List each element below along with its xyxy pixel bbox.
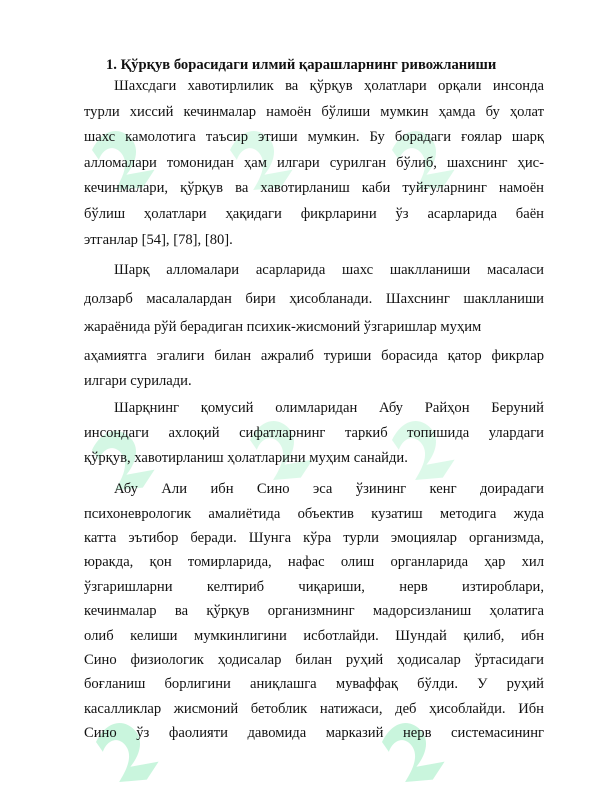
section-title: 1. Қўрқув борасидаги илмий қарашларнинг ривожланиши (106, 57, 497, 73)
text-line: илгари сурилади. (84, 373, 192, 390)
text-line: турли хиссий кечинмалар намоён бўлиши мумкин ҳамда бу ҳолат (84, 103, 544, 120)
text-line: юракда, қон томирларида, нафас олиш органларида ҳар хил (84, 554, 544, 571)
paragraph (84, 256, 544, 370)
document-body (84, 56, 544, 746)
paragraph (84, 74, 544, 253)
text-line: алломалари томонидан ҳам илгари сурилган бўлиб, шахснинг ҳис- (84, 154, 544, 171)
text-line: аҳамиятга эгалиги билан ажралиб туриши борасида қатор фикрлар (84, 347, 544, 364)
text-line: катта эътибор беради. Шунга кўра турли эмоциялар организмда, (84, 529, 544, 546)
paragraph (84, 396, 544, 471)
text-line: боғланиш борлигини аниқлашга муваффақ бўлди. У руҳий (84, 676, 544, 693)
text-line: Сино ўз фаолияти давомида марказий нерв системасининг (84, 725, 544, 742)
text-line: кечинмалар ва қўрқув организмнинг мадорсизланиш ҳолатига (84, 603, 544, 620)
text-line: қўрқув, хавотирланиш ҳолатларини муҳим санайди. (84, 450, 408, 467)
text-line: Шарқ алломалари асарларида шахс шаклланиши масаласи (114, 262, 544, 279)
paragraph-continuation (84, 370, 544, 392)
text-line: Шахсдаги хавотирлилик ва қўрқув ҳолатлари орқали инсонда (114, 78, 544, 94)
text-line: олиб келиши мумкинлигини исботлайди. Шундай қилиб, ибн (84, 627, 544, 644)
text-line: кечинмалари, қўрқув ва хавотирланиш каби туйғуларнинг намоён (84, 180, 544, 197)
text-line: психоневрологик амалиётида объектив кузатиш методига жуда (84, 505, 544, 522)
text-line: Шарқнинг қомусий олимларидан Абу Райҳон Беруний (114, 400, 544, 417)
text-line: ўзгаришларни келтириб чиқариши, нерв изтироблари, (84, 578, 544, 595)
text-line: Сино физиологик ҳодисалар билан руҳий ҳодисалар ўртасидаги (84, 652, 544, 668)
text-line: долзарб масалалардан бири ҳисобланади. Шахснинг шаклланиши (84, 290, 544, 307)
text-line: инсондаги ахлоқий сифатларнинг таркиб топишида улардаги (84, 425, 544, 442)
text-line: бўлиш ҳолатлари ҳақидаги фикрларини ўз асарларида баён (84, 205, 544, 222)
text-line: этганлар [54], [78], [80]. (84, 231, 233, 248)
text-line: шахс камолотига таъсир этиши мумкин. Бу борадаги ғоялар шарқ (84, 129, 544, 146)
text-line: Абу Али ибн Сино эса ўзининг кенг доирадаги (114, 481, 544, 498)
text-line: жараёнида рўй берадиган психик-жисмоний ўзгаришлар муҳим (84, 319, 482, 336)
text-line: касалликлар жисмоний бетоблик натижаси, деб ҳисоблайди. Ибн (84, 700, 544, 717)
paragraph (84, 477, 544, 745)
